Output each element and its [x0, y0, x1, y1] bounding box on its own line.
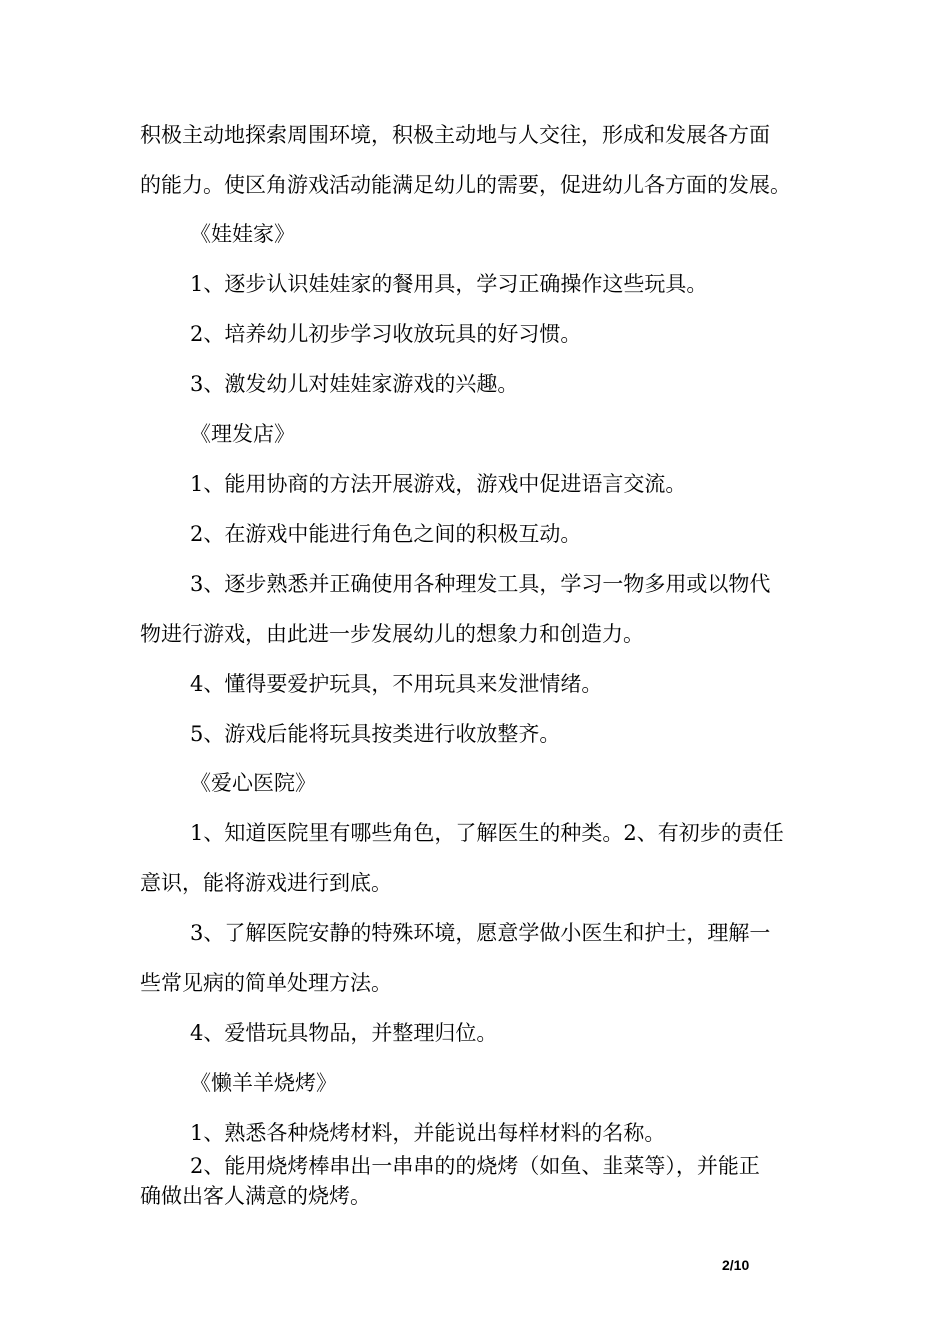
barber-shop-item-1: 1、能用协商的方法开展游戏，游戏中促进语言交流。 [190, 472, 687, 496]
hospital-item-3-line-2: 些常见病的简单处理方法。 [140, 971, 392, 995]
paragraph-intro-line-2: 的能力。使区角游戏活动能满足幼儿的需要，促进幼儿各方面的发展。 [140, 173, 791, 197]
hospital-item-4: 4、爱惜玩具物品，并整理归位。 [190, 1021, 498, 1045]
section-heading-doll-house: 《娃娃家》 [190, 222, 295, 246]
doll-house-item-2: 2、培养幼儿初步学习收放玩具的好习惯。 [190, 322, 582, 346]
section-heading-caring-hospital: 《爱心医院》 [190, 771, 316, 795]
barbecue-item-2-line-2: 确做出客人满意的烧烤。 [140, 1184, 371, 1208]
hospital-item-1-line-2: 意识，能将游戏进行到底。 [140, 871, 392, 895]
doll-house-item-1: 1、逐步认识娃娃家的餐用具，学习正确操作这些玩具。 [190, 272, 708, 296]
barber-shop-item-5: 5、游戏后能将玩具按类进行收放整齐。 [190, 722, 561, 746]
section-heading-lazy-sheep-barbecue: 《懒羊羊烧烤》 [190, 1071, 337, 1095]
hospital-item-3-line-1: 3、了解医院安静的特殊环境，愿意学做小医生和护士，理解一 [190, 921, 771, 945]
paragraph-intro-line-1: 积极主动地探索周围环境，积极主动地与人交往，形成和发展各方面 [140, 123, 770, 147]
section-heading-barber-shop: 《理发店》 [190, 422, 295, 446]
barbecue-item-2-line-1: 2、能用烧烤棒串出一串串的的烧烤（如鱼、韭菜等），并能正 [190, 1154, 760, 1178]
barber-shop-item-3-line-2: 物进行游戏，由此进一步发展幼儿的想象力和创造力。 [140, 622, 644, 646]
barber-shop-item-4: 4、懂得要爱护玩具，不用玩具来发泄情绪。 [190, 672, 603, 696]
barber-shop-item-3-line-1: 3、逐步熟悉并正确使用各种理发工具，学习一物多用或以物代 [190, 572, 771, 596]
hospital-item-1-line-1: 1、知道医院里有哪些角色，了解医生的种类。2、有初步的责任 [190, 821, 784, 845]
barber-shop-item-2: 2、在游戏中能进行角色之间的积极互动。 [190, 522, 582, 546]
doll-house-item-3: 3、激发幼儿对娃娃家游戏的兴趣。 [190, 372, 519, 396]
page-number: 2/10 [722, 1257, 750, 1273]
barbecue-item-1: 1、熟悉各种烧烤材料，并能说出每样材料的名称。 [190, 1121, 666, 1145]
